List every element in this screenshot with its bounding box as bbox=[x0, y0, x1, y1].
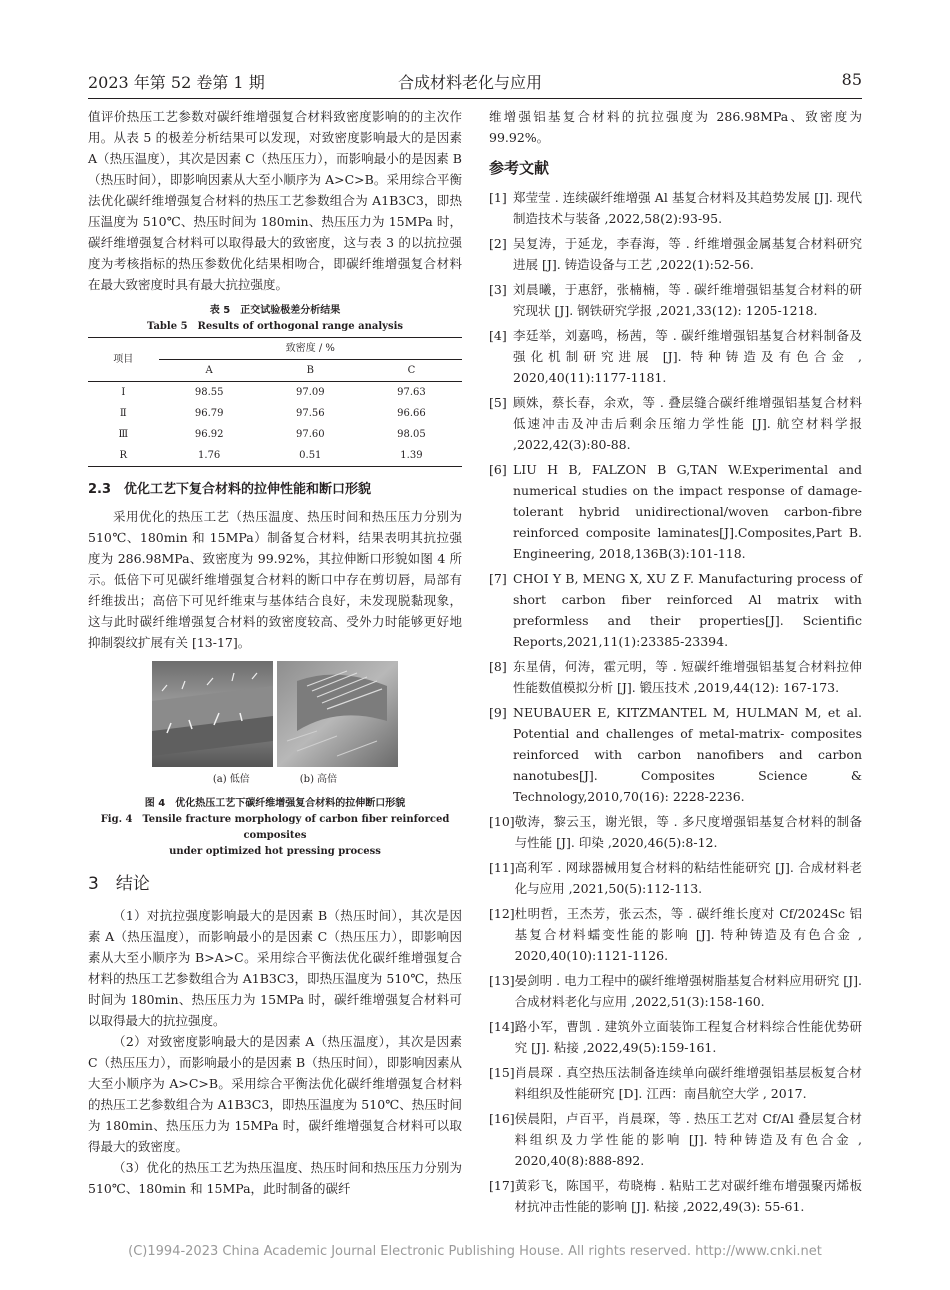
reference-item bbox=[489, 1062, 862, 1104]
conclusion-1: （1）对抗拉强度影响最大的是因素 B（热压时间），其次是因素 A（热压温度），而影响最小的是因素 C（热压压力），即影响因素从大至小顺序为 B>A>C。采用综合平衡法优化碳纤维增强复合材料的热压工艺参数组合为 A1B3C3，即热压温度为 510℃，热压时间为 180min、热压压力为 15MPa 时，碳纤维增强复合材料可以取得最大的抗拉强度。 bbox=[88, 908, 462, 1028]
table5-caption-en: Table 5 Results of orthogonal range analysis bbox=[146, 321, 404, 332]
reference-number: [14] bbox=[489, 1019, 515, 1034]
table-row-header: 项目 bbox=[88, 338, 159, 382]
reference-text: 高利军 . 网球器械用复合材料的粘结性能研究 [J]. 合成材料老化与应用 ,2021,50(5):112-113. bbox=[514, 860, 862, 896]
table-cell: 1.39 bbox=[361, 445, 462, 467]
reference-item bbox=[489, 656, 862, 698]
reference-text: 肖晨琛 . 真空热压法制备连续单向碳纤维增强铝基层板复合材料组织及性能研究 [D]. 江西：南昌航空大学 , 2017. bbox=[514, 1065, 862, 1101]
reference-text: LIU H B, FALZON B G,TAN W.Experimental and numerical studies on the impact response of damage-tolerant hybrid unidirectional/woven carbon-fibre reinforced composite laminates[J].Composites,Part B. Engineering, 2018,136B(3):101-118. bbox=[513, 462, 862, 561]
reference-text: 侯晨阳，卢百平，肖晨琛，等 . 热压工艺对 Cf/Al 叠层复合材料组织及力学性能的影响 [J]. 特种铸造及有色合金 , 2020,40(8):888-892. bbox=[514, 1111, 862, 1168]
reference-text: 刘晨曦，于惠舒，张楠楠，等 . 碳纤维增强铝基复合材料的研究现状 [J]. 钢铁研究学报 ,2021,33(12): 1205-1218. bbox=[513, 282, 862, 318]
journal-title: 合成材料老化与应用 bbox=[398, 73, 543, 92]
sem-image-high-magnification bbox=[277, 661, 398, 767]
figure-4-caption-zh: 图 4 优化热压工艺下碳纤维增强复合材料的拉伸断口形貌 bbox=[144, 798, 406, 809]
left-column bbox=[88, 106, 462, 1199]
conclusion-3: （3）优化的热压工艺为热压温度、热压时间和热压压力分别为 510℃、180min 和 15MPa，此时制备的碳纤 bbox=[88, 1160, 462, 1196]
reference-number: [17] bbox=[489, 1178, 515, 1193]
reference-item bbox=[489, 325, 862, 388]
reference-item bbox=[489, 702, 862, 807]
table-cell: 97.09 bbox=[295, 387, 325, 398]
section-2-3-body: 采用优化的热压工艺（热压温度、热压时间和热压压力分别为 510℃、180min 和 15MPa）制备复合材料，结果表明其抗拉强度为 286.98MPa、致密度为 99.92%，其拉伸断口形貌如图 4 所示。低倍下可见碳纤维增强复合材料的断口中存在剪切唇，局部有纤维拔出；高倍下可见纤维束与基体结合良好，未发现脱黏现象，这与此时碳纤维增强复合材料的致密度较高、受外力时能够更好地抑制裂纹扩展有关 [13-17]。 bbox=[88, 509, 462, 650]
figure-4-caption-en-2: under optimized hot pressing process bbox=[169, 846, 381, 857]
reference-number: [7] bbox=[489, 571, 507, 586]
reference-text: NEUBAUER E, KITZMANTEL M, HULMAN M, et al. Potential and challenges of metal-matrix- composites reinforced with carbon nanofibers and carbon nanotubes[J]. Composites Science & Technology,2010,70(16): 2228-2236. bbox=[513, 705, 862, 804]
table-5 bbox=[88, 337, 462, 467]
intro-paragraph: 值评价热压工艺参数对碳纤维增强复合材料致密度影响的的主次作用。从表 5 的极差分析结果可以发现，对致密度影响最大的是因素 A（热压温度），其次是因素 C（热压压力），而影响最小的是因素 B（热压时间），即影响因素从大至小顺序为 A>C>B。采用综合平衡法优化碳纤维增强复合材料的热压工艺参数组合为 A1B3C3，即热压温度为 510℃、热压时间为 180min、热压压力为 15MPa 时，碳纤维增强复合材料可以取得最大的致密度，这与表 3 的以抗拉强度为考核指标的热压参数优化结果相吻合，即碳纤维增强复合材料在最大致密度时具有最大抗拉强度。 bbox=[88, 109, 462, 292]
references-heading: 参考文献 bbox=[489, 159, 550, 177]
reference-item bbox=[489, 459, 862, 564]
reference-item bbox=[489, 279, 862, 321]
section-3-heading: 3 结论 bbox=[88, 874, 150, 894]
reference-text: 黄彩飞，陈国平，苟晓梅 . 粘贴工艺对碳纤维布增强聚丙烯板材抗冲击性能的影响 [J]. 粘接 ,2022,49(3): 55-61. bbox=[514, 1178, 862, 1214]
reference-text: 晏剑明 . 电力工程中的碳纤维增强树脂基复合材料应用研究 [J]. 合成材料老化与应用 ,2022,51(3):158-160. bbox=[514, 973, 862, 1009]
table-cell: Ⅰ bbox=[121, 387, 126, 398]
figure-4 bbox=[88, 661, 462, 767]
reference-text: 李廷举，刘嘉鸣，杨茜，等 . 碳纤维增强铝基复合材料制备及强化机制研究进展 [J]. 特种铸造及有色合金 , 2020,40(11):1177-1181. bbox=[513, 328, 862, 385]
table-group-header: 致密度 / % bbox=[159, 338, 462, 360]
reference-text: 杜明哲，王杰芳，张云杰，等 . 碳纤维长度对 Cf/2024Sc 铝基复合材料蠕变性能的影响 [J]. 特种铸造及有色合金 , 2020,40(10):1121-1126. bbox=[514, 906, 862, 963]
reference-item bbox=[489, 187, 862, 229]
table-cell: 96.79 bbox=[194, 408, 224, 419]
table-row bbox=[88, 445, 462, 467]
reference-number: [10] bbox=[489, 814, 515, 829]
reference-number: [15] bbox=[489, 1065, 515, 1080]
table-cell: 96.92 bbox=[194, 429, 224, 440]
conclusion-2: （2）对致密度影响最大的是因素 A（热压温度），其次是因素 C（热压压力），而影响最小的是因素 B（热压时间），即影响因素从大至小顺序为 A>C>B。采用综合平衡法优化碳纤维增强复合材料的热压工艺参数组合为 A1B3C3，即热压温度为 510℃、热压时间为 180min、热压压力为 15MPa 时，碳纤维增强复合材料可以取得最大的致密度。 bbox=[88, 1034, 462, 1154]
reference-item bbox=[489, 1016, 862, 1058]
reference-item bbox=[489, 568, 862, 652]
reference-item bbox=[489, 1175, 862, 1217]
table-cell: 0.51 bbox=[260, 445, 361, 467]
table-cell: Ⅲ bbox=[118, 429, 129, 440]
header-rule bbox=[88, 98, 862, 99]
table-row bbox=[88, 382, 462, 404]
reference-number: [8] bbox=[489, 659, 507, 674]
table-cell: 97.60 bbox=[295, 429, 325, 440]
reference-number: [9] bbox=[489, 705, 507, 720]
table-cell: Ⅱ bbox=[119, 408, 127, 419]
table5-caption-zh: 表 5 正交试验极差分析结果 bbox=[209, 305, 341, 316]
reference-text: CHOI Y B, MENG X, XU Z F. Manufacturing process of short carbon fiber reinforced Al matrix with preformless and their properties[J]. Scientific Reports,2021,11(1):23385-23394. bbox=[513, 571, 862, 649]
reference-item bbox=[489, 233, 862, 275]
subcaption-a: (a) 低倍 bbox=[212, 774, 250, 785]
reference-number: [13] bbox=[489, 973, 515, 988]
reference-number: [16] bbox=[489, 1111, 515, 1126]
reference-item bbox=[489, 1108, 862, 1171]
table-col-header: B bbox=[260, 360, 361, 382]
reference-number: [11] bbox=[489, 860, 515, 875]
reference-number: [2] bbox=[489, 236, 507, 251]
table-row bbox=[88, 403, 462, 424]
reference-number: [5] bbox=[489, 395, 507, 410]
table-cell: R bbox=[88, 445, 159, 467]
reference-text: 顾姝，蔡长春，余欢，等 . 叠层缝合碳纤维增强铝基复合材料低速冲击及冲击后剩余压缩力学性能 [J]. 航空材料学报 ,2022,42(3):80-88. bbox=[513, 395, 862, 452]
table-cell: 98.05 bbox=[397, 429, 426, 440]
table-row bbox=[88, 424, 462, 445]
reference-item bbox=[489, 970, 862, 1012]
reference-item bbox=[489, 811, 862, 853]
section-2-3-heading: 2.3 优化工艺下复合材料的拉伸性能和断口形貌 bbox=[88, 482, 372, 497]
reference-text: 吴复涛，于延龙，李春海，等 . 纤维增强金属基复合材料研究进展 [J]. 铸造设备与工艺 ,2022(1):52-56. bbox=[513, 236, 862, 272]
table-cell: 97.63 bbox=[397, 387, 426, 398]
reference-number: [3] bbox=[489, 282, 507, 297]
reference-item bbox=[489, 857, 862, 899]
reference-text: 路小军，曹凯 . 建筑外立面装饰工程复合材料综合性能优势研究 [J]. 粘接 ,2022,49(5):159-161. bbox=[514, 1019, 862, 1055]
figure-4-caption-en-1: Fig. 4 Tensile fracture morphology of carbon fiber reinforced composites bbox=[100, 814, 450, 841]
table-col-header: C bbox=[361, 360, 462, 382]
conclusion-3-continued: 维增强铝基复合材料的抗拉强度为 286.98MPa、致密度为 99.92%。 bbox=[489, 109, 862, 145]
subcaption-b: (b) 高倍 bbox=[299, 774, 338, 785]
reference-item bbox=[489, 392, 862, 455]
page-number: 85 bbox=[841, 70, 862, 89]
reference-text: 郑莹莹 . 连续碳纤维增强 Al 基复合材料及其趋势发展 [J]. 现代制造技术与装备 ,2022,58(2):93-95. bbox=[513, 190, 862, 226]
reference-number: [4] bbox=[489, 328, 507, 343]
copyright-footer: (C)1994-2023 China Academic Journal Electronic Publishing House. All rights reserved. http://www.cnki.net bbox=[128, 1244, 822, 1259]
reference-list bbox=[489, 187, 862, 1217]
reference-text: 敬涛，黎云玉，谢光银，等 . 多尺度增强铝基复合材料的制备与性能 [J]. 印染 ,2020,46(5):8-12. bbox=[514, 814, 862, 850]
figure-4-subcaptions bbox=[88, 769, 462, 790]
reference-number: [1] bbox=[489, 190, 507, 205]
reference-item bbox=[489, 903, 862, 966]
table-cell: 96.66 bbox=[397, 408, 426, 419]
running-header bbox=[88, 70, 862, 98]
sem-image-low-magnification bbox=[152, 661, 273, 767]
table-cell: 98.55 bbox=[194, 387, 224, 398]
reference-number: [6] bbox=[489, 462, 507, 477]
reference-number: [12] bbox=[489, 906, 515, 921]
reference-text: 东星倩，何涛，霍元明，等 . 短碳纤维增强铝基复合材料拉伸性能数值模拟分析 [J]. 锻压技术 ,2019,44(12): 167-173. bbox=[513, 659, 862, 695]
table-col-header: A bbox=[159, 360, 260, 382]
journal-issue: 2023 年第 52 卷第 1 期 bbox=[88, 73, 265, 92]
table-cell: 97.56 bbox=[295, 408, 325, 419]
right-column bbox=[489, 106, 862, 1221]
table-cell: 1.76 bbox=[159, 445, 260, 467]
